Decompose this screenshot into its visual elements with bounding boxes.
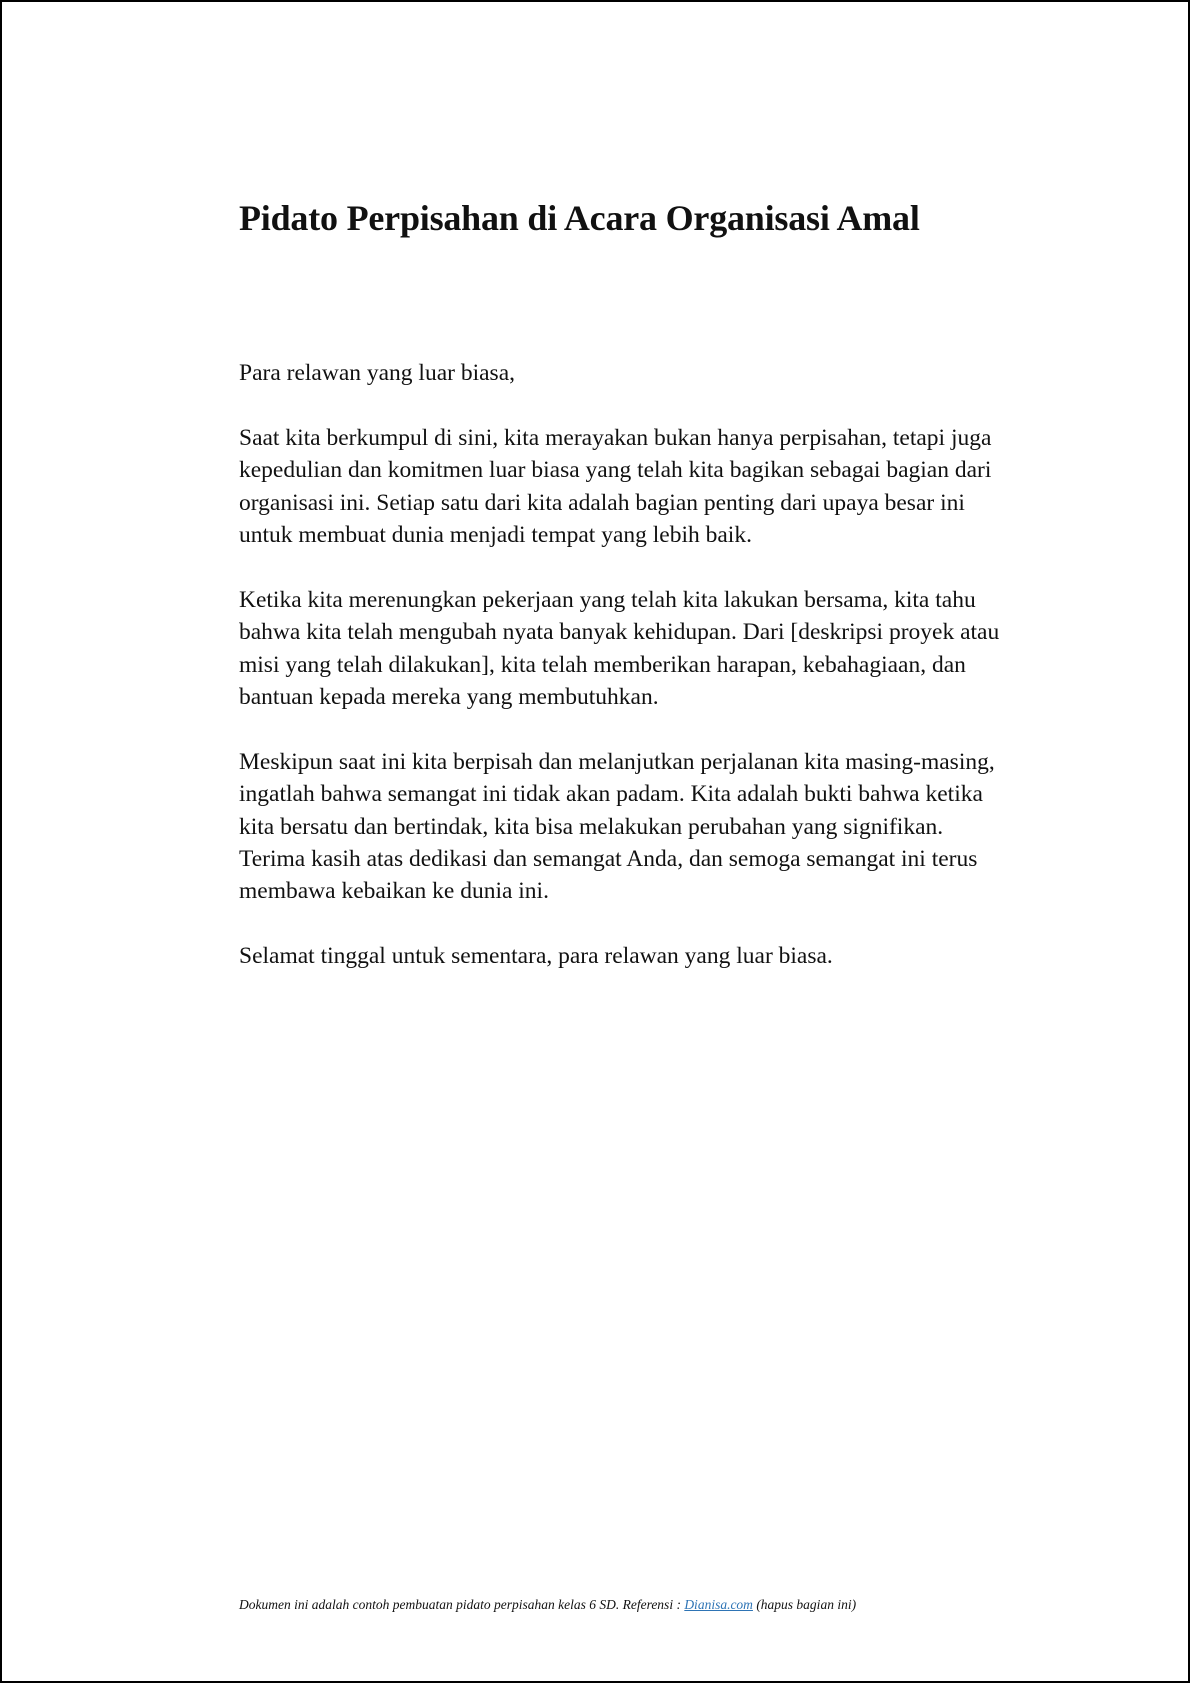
footer-note (239, 1596, 1039, 1614)
document-title: Pidato Perpisahan di Acara Organisasi Amal (239, 198, 920, 238)
document-body (239, 357, 1009, 1005)
body-paragraph: Meskipun saat ini kita berpisah dan melanjutkan perjalanan kita masing-masing, ingatlah bahwa semangat ini tidak akan padam. Kita adalah bukti bahwa ketika kita bersatu dan bertindak, kita bisa melakukan perubahan yang signifikan. Terima kasih atas dedikasi dan semangat Anda, dan semoga semangat ini terus membawa kebaikan ke dunia ini. (239, 748, 995, 905)
salutation-paragraph: Para relawan yang luar biasa, (239, 360, 515, 386)
body-paragraph: Saat kita berkumpul di sini, kita merayakan bukan hanya perpisahan, tetapi juga kepedulian dan komitmen luar biasa yang telah kita bagikan sebagai bagian dari organisasi ini. Setiap satu dari kita adalah bagian penting dari upaya besar ini untuk membuat dunia menjadi tempat yang lebih baik. (239, 424, 992, 549)
document-header (239, 192, 1009, 244)
body-paragraph: Ketika kita merenungkan pekerjaan yang telah kita lakukan bersama, kita tahu bahwa kita telah mengubah nyata banyak kehidupan. Dari [deskripsi proyek atau misi yang telah dilakukan], kita telah memberikan harapan, kebahagiaan, dan bantuan kepada mereka yang membutuhkan. (239, 586, 1000, 711)
footer-note-prefix: Dokumen ini adalah contoh pembuatan pidato perpisahan kelas 6 SD. Referensi : (239, 1597, 685, 1612)
closing-paragraph: Selamat tinggal untuk sementara, para relawan yang luar biasa. (239, 943, 833, 970)
footer-note-suffix: (hapus bagian ini) (752, 1597, 857, 1612)
reference-link[interactable]: Dianisa.com (684, 1597, 753, 1612)
